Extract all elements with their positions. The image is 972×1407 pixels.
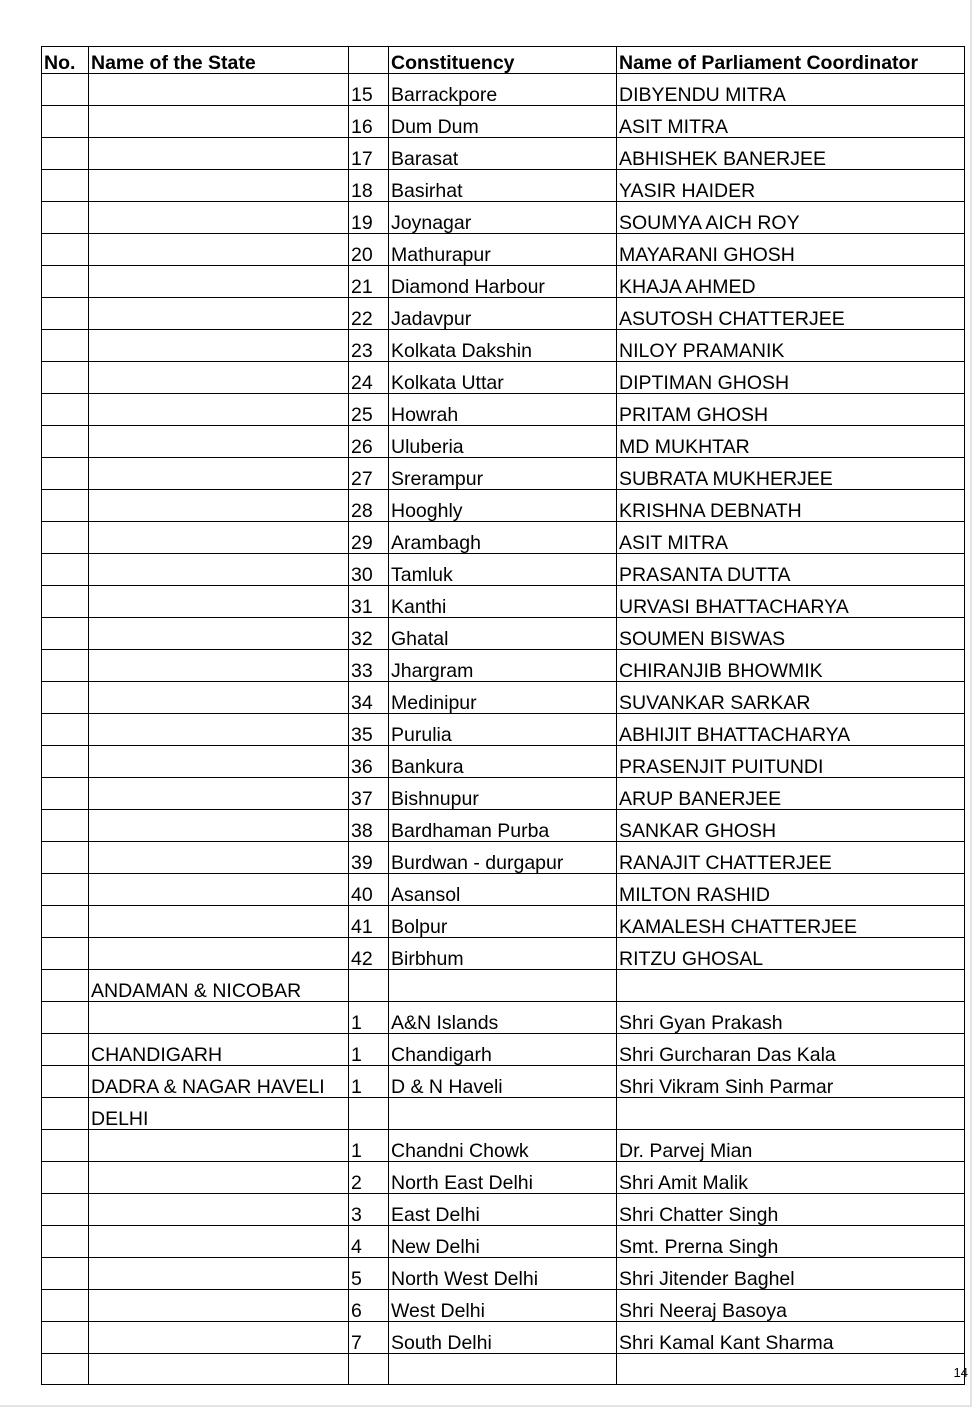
header-no: No. (42, 47, 89, 74)
cell-state (89, 170, 349, 202)
cell-num: 35 (349, 714, 389, 746)
cell-constituency: Medinipur (389, 682, 617, 714)
table-row (42, 522, 965, 554)
cell-coordinator: Smt. Prerna Singh (617, 1226, 965, 1258)
cell-coordinator: ASIT MITRA (617, 522, 965, 554)
cell-state (89, 714, 349, 746)
header-state: Name of the State (89, 47, 349, 74)
cell-constituency: Uluberia (389, 426, 617, 458)
table-row (42, 266, 965, 298)
cell-num: 1 (349, 1034, 389, 1066)
cell-state: ANDAMAN & NICOBAR (89, 970, 349, 1002)
cell-num: 24 (349, 362, 389, 394)
cell-num: 22 (349, 298, 389, 330)
cell-no (42, 810, 89, 842)
cell-constituency: West Delhi (389, 1290, 617, 1322)
page-number: 14 (953, 1365, 968, 1380)
cell-no (42, 426, 89, 458)
cell-num: 21 (349, 266, 389, 298)
cell-num: 3 (349, 1194, 389, 1226)
table-row (42, 970, 965, 1002)
cell-coordinator: KAMALESH CHATTERJEE (617, 906, 965, 938)
cell-coordinator: SOUMYA AICH ROY (617, 202, 965, 234)
cell-coordinator: PRASANTA DUTTA (617, 554, 965, 586)
cell-constituency: Bardhaman Purba (389, 810, 617, 842)
cell-coordinator (617, 1354, 965, 1385)
cell-coordinator: PRITAM GHOSH (617, 394, 965, 426)
table-row (42, 1034, 965, 1066)
cell-no (42, 1226, 89, 1258)
cell-coordinator: URVASI BHATTACHARYA (617, 586, 965, 618)
table-row (42, 138, 965, 170)
cell-state (89, 234, 349, 266)
cell-no (42, 74, 89, 106)
cell-constituency (389, 1354, 617, 1385)
cell-no (42, 586, 89, 618)
table-row (42, 1066, 965, 1098)
cell-constituency: Hooghly (389, 490, 617, 522)
cell-constituency: Arambagh (389, 522, 617, 554)
cell-coordinator: RANAJIT CHATTERJEE (617, 842, 965, 874)
cell-state (89, 682, 349, 714)
table-body (42, 74, 965, 1385)
cell-state (89, 746, 349, 778)
cell-no (42, 554, 89, 586)
cell-num: 32 (349, 618, 389, 650)
cell-coordinator: Shri Kamal Kant Sharma (617, 1322, 965, 1354)
cell-num: 28 (349, 490, 389, 522)
cell-coordinator: SOUMEN BISWAS (617, 618, 965, 650)
cell-constituency: South Delhi (389, 1322, 617, 1354)
cell-coordinator: Shri Neeraj Basoya (617, 1290, 965, 1322)
cell-no (42, 330, 89, 362)
cell-coordinator: MILTON RASHID (617, 874, 965, 906)
cell-constituency: Chandigarh (389, 1034, 617, 1066)
table-row (42, 906, 965, 938)
cell-constituency: Basirhat (389, 170, 617, 202)
cell-coordinator: ARUP BANERJEE (617, 778, 965, 810)
cell-num: 38 (349, 810, 389, 842)
cell-num: 31 (349, 586, 389, 618)
cell-num (349, 1354, 389, 1385)
table-header-row (42, 47, 965, 74)
cell-constituency: North West Delhi (389, 1258, 617, 1290)
table-row (42, 1002, 965, 1034)
cell-constituency: Bishnupur (389, 778, 617, 810)
cell-coordinator: ABHISHEK BANERJEE (617, 138, 965, 170)
cell-constituency: Purulia (389, 714, 617, 746)
cell-coordinator: Shri Amit Malik (617, 1162, 965, 1194)
cell-coordinator: CHIRANJIB BHOWMIK (617, 650, 965, 682)
cell-no (42, 1290, 89, 1322)
cell-coordinator: RITZU GHOSAL (617, 938, 965, 970)
cell-num: 42 (349, 938, 389, 970)
table-row (42, 234, 965, 266)
cell-coordinator: Dr. Parvej Mian (617, 1130, 965, 1162)
cell-state (89, 202, 349, 234)
cell-constituency: Jadavpur (389, 298, 617, 330)
table-row (42, 426, 965, 458)
table-row (42, 650, 965, 682)
cell-num: 19 (349, 202, 389, 234)
cell-num: 6 (349, 1290, 389, 1322)
cell-state (89, 938, 349, 970)
cell-constituency: Chandni Chowk (389, 1130, 617, 1162)
cell-coordinator: Shri Chatter Singh (617, 1194, 965, 1226)
cell-no (42, 1034, 89, 1066)
cell-coordinator: Shri Vikram Sinh Parmar (617, 1066, 965, 1098)
cell-coordinator: DIBYENDU MITRA (617, 74, 965, 106)
table-row (42, 362, 965, 394)
cell-num: 1 (349, 1066, 389, 1098)
cell-state (89, 1162, 349, 1194)
table-row (42, 394, 965, 426)
table-row (42, 298, 965, 330)
cell-no (42, 234, 89, 266)
cell-state (89, 778, 349, 810)
cell-constituency: Ghatal (389, 618, 617, 650)
cell-no (42, 906, 89, 938)
cell-no (42, 746, 89, 778)
table-row (42, 1162, 965, 1194)
cell-num: 36 (349, 746, 389, 778)
table-row (42, 778, 965, 810)
cell-state (89, 618, 349, 650)
coordinator-table (41, 46, 965, 1385)
cell-state: DADRA & NAGAR HAVELI (89, 1066, 349, 1098)
cell-coordinator: PRASENJIT PUITUNDI (617, 746, 965, 778)
cell-state (89, 1322, 349, 1354)
cell-coordinator: MAYARANI GHOSH (617, 234, 965, 266)
cell-num: 29 (349, 522, 389, 554)
cell-state (89, 426, 349, 458)
table-row (42, 714, 965, 746)
cell-state (89, 394, 349, 426)
cell-state (89, 554, 349, 586)
cell-no (42, 938, 89, 970)
table-row (42, 106, 965, 138)
cell-no (42, 170, 89, 202)
cell-no (42, 266, 89, 298)
cell-num: 26 (349, 426, 389, 458)
cell-num: 34 (349, 682, 389, 714)
table-row (42, 554, 965, 586)
cell-num: 18 (349, 170, 389, 202)
cell-num: 23 (349, 330, 389, 362)
cell-state: DELHI (89, 1098, 349, 1130)
cell-num (349, 1098, 389, 1130)
cell-constituency: North East Delhi (389, 1162, 617, 1194)
cell-no (42, 778, 89, 810)
cell-coordinator: MD MUKHTAR (617, 426, 965, 458)
cell-coordinator: YASIR HAIDER (617, 170, 965, 202)
cell-state (89, 1290, 349, 1322)
cell-no (42, 1066, 89, 1098)
cell-num: 17 (349, 138, 389, 170)
cell-coordinator: ASIT MITRA (617, 106, 965, 138)
table-row (42, 586, 965, 618)
cell-constituency (389, 1098, 617, 1130)
header-num (349, 47, 389, 74)
cell-coordinator (617, 1098, 965, 1130)
cell-constituency: New Delhi (389, 1226, 617, 1258)
cell-no (42, 650, 89, 682)
cell-coordinator: NILOY PRAMANIK (617, 330, 965, 362)
cell-no (42, 1194, 89, 1226)
table-row (42, 618, 965, 650)
table-row (42, 490, 965, 522)
cell-constituency: Barrackpore (389, 74, 617, 106)
table-row (42, 938, 965, 970)
table-row (42, 1354, 965, 1385)
cell-coordinator: ABHIJIT BHATTACHARYA (617, 714, 965, 746)
cell-no (42, 682, 89, 714)
cell-constituency: Tamluk (389, 554, 617, 586)
cell-state (89, 74, 349, 106)
cell-num: 7 (349, 1322, 389, 1354)
cell-num: 20 (349, 234, 389, 266)
cell-constituency: Howrah (389, 394, 617, 426)
table-row (42, 1322, 965, 1354)
table-row (42, 1258, 965, 1290)
cell-no (42, 1258, 89, 1290)
cell-constituency: East Delhi (389, 1194, 617, 1226)
cell-state (89, 522, 349, 554)
table-row (42, 810, 965, 842)
cell-state (89, 138, 349, 170)
cell-coordinator: KHAJA AHMED (617, 266, 965, 298)
cell-state (89, 1258, 349, 1290)
table-row (42, 74, 965, 106)
cell-coordinator: Shri Jitender Baghel (617, 1258, 965, 1290)
table-row (42, 458, 965, 490)
table-row (42, 1098, 965, 1130)
cell-state (89, 906, 349, 938)
cell-constituency: Mathurapur (389, 234, 617, 266)
cell-state (89, 1194, 349, 1226)
cell-state (89, 1130, 349, 1162)
cell-state (89, 266, 349, 298)
table-row (42, 1130, 965, 1162)
cell-no (42, 1098, 89, 1130)
table-row (42, 202, 965, 234)
cell-no (42, 490, 89, 522)
cell-state (89, 106, 349, 138)
cell-num: 41 (349, 906, 389, 938)
cell-state (89, 458, 349, 490)
cell-num: 4 (349, 1226, 389, 1258)
table-row (42, 842, 965, 874)
cell-coordinator: Shri Gurcharan Das Kala (617, 1034, 965, 1066)
cell-no (42, 1162, 89, 1194)
cell-no (42, 202, 89, 234)
cell-no (42, 970, 89, 1002)
cell-no (42, 394, 89, 426)
cell-num: 30 (349, 554, 389, 586)
cell-coordinator: SUBRATA MUKHERJEE (617, 458, 965, 490)
cell-state (89, 362, 349, 394)
cell-num: 27 (349, 458, 389, 490)
cell-constituency: Dum Dum (389, 106, 617, 138)
cell-state (89, 810, 349, 842)
cell-no (42, 1354, 89, 1385)
cell-num (349, 970, 389, 1002)
table-row (42, 746, 965, 778)
cell-state (89, 298, 349, 330)
cell-no (42, 362, 89, 394)
cell-no (42, 618, 89, 650)
cell-num: 40 (349, 874, 389, 906)
cell-state (89, 874, 349, 906)
cell-no (42, 714, 89, 746)
cell-constituency: Jhargram (389, 650, 617, 682)
table-row (42, 682, 965, 714)
cell-no (42, 1002, 89, 1034)
cell-num: 25 (349, 394, 389, 426)
cell-no (42, 138, 89, 170)
cell-num: 15 (349, 74, 389, 106)
cell-constituency: Asansol (389, 874, 617, 906)
cell-state (89, 1354, 349, 1385)
cell-coordinator: SUVANKAR SARKAR (617, 682, 965, 714)
header-coordinator: Name of Parliament Coordinator (617, 47, 965, 74)
cell-num: 16 (349, 106, 389, 138)
cell-no (42, 106, 89, 138)
cell-num: 2 (349, 1162, 389, 1194)
cell-no (42, 522, 89, 554)
cell-num: 1 (349, 1002, 389, 1034)
cell-constituency: Srerampur (389, 458, 617, 490)
cell-coordinator: DIPTIMAN GHOSH (617, 362, 965, 394)
cell-coordinator: KRISHNA DEBNATH (617, 490, 965, 522)
table-row (42, 1290, 965, 1322)
cell-constituency: Kolkata Uttar (389, 362, 617, 394)
cell-coordinator (617, 970, 965, 1002)
cell-state (89, 586, 349, 618)
cell-state (89, 330, 349, 362)
cell-no (42, 458, 89, 490)
table-row (42, 330, 965, 362)
cell-no (42, 1130, 89, 1162)
cell-state (89, 1002, 349, 1034)
table-row (42, 170, 965, 202)
cell-coordinator: ASUTOSH CHATTERJEE (617, 298, 965, 330)
cell-constituency: Barasat (389, 138, 617, 170)
cell-num: 33 (349, 650, 389, 682)
table-row (42, 874, 965, 906)
cell-constituency: Bolpur (389, 906, 617, 938)
cell-constituency: D & N Haveli (389, 1066, 617, 1098)
cell-num: 39 (349, 842, 389, 874)
cell-constituency (389, 970, 617, 1002)
cell-constituency: Birbhum (389, 938, 617, 970)
cell-no (42, 1322, 89, 1354)
cell-state (89, 650, 349, 682)
cell-constituency: Diamond Harbour (389, 266, 617, 298)
cell-coordinator: Shri Gyan Prakash (617, 1002, 965, 1034)
cell-constituency: Joynagar (389, 202, 617, 234)
cell-no (42, 298, 89, 330)
header-constituency: Constituency (389, 47, 617, 74)
cell-constituency: Kanthi (389, 586, 617, 618)
cell-state (89, 1226, 349, 1258)
cell-num: 1 (349, 1130, 389, 1162)
cell-constituency: Bankura (389, 746, 617, 778)
table-row (42, 1194, 965, 1226)
table-row (42, 1226, 965, 1258)
cell-coordinator: SANKAR GHOSH (617, 810, 965, 842)
cell-state (89, 490, 349, 522)
cell-state: CHANDIGARH (89, 1034, 349, 1066)
cell-no (42, 874, 89, 906)
cell-constituency: Burdwan - durgapur (389, 842, 617, 874)
cell-constituency: Kolkata Dakshin (389, 330, 617, 362)
cell-num: 5 (349, 1258, 389, 1290)
cell-no (42, 842, 89, 874)
cell-num: 37 (349, 778, 389, 810)
cell-state (89, 842, 349, 874)
cell-constituency: A&N Islands (389, 1002, 617, 1034)
